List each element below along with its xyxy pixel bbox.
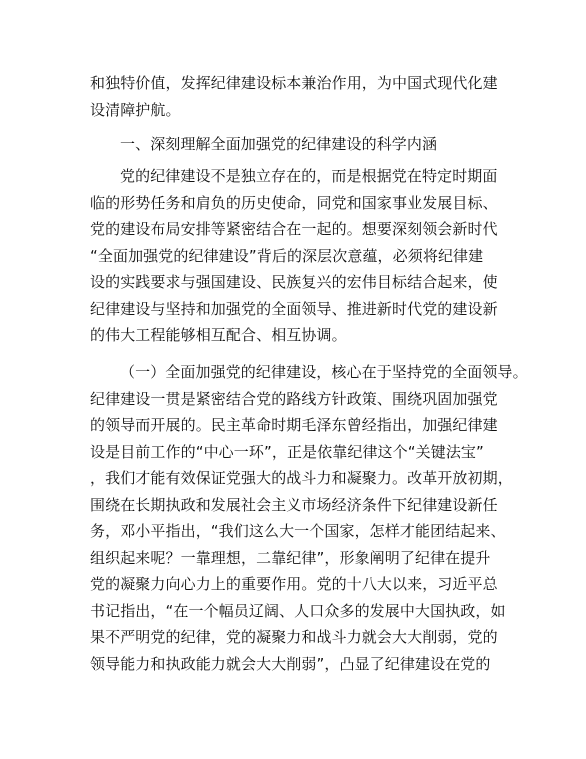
- text-line: 设清障护航。: [90, 100, 181, 119]
- paragraph-subsection-1: [90, 359, 528, 677]
- text-line: 组织起来呢？一靠理想，二靠纪律”，形象阐明了纪律在提升: [90, 548, 491, 567]
- text-line: 党的建设布局安排等紧密结合在一起的。想要深刻领会新时代: [90, 220, 498, 238]
- text-line: 围绕在长期执政和发展社会主义市场经济条件下纪律建设新任: [90, 495, 498, 514]
- text-line: 纪律建设一贯是紧密结合党的路线方针政策、围绕巩固加强党: [90, 389, 498, 408]
- text-line: 和独特价值，发挥纪律建设标本兼治作用，为中国式现代化建: [90, 74, 498, 92]
- text-line: 的伟大工程能够相互配合、相互协调。: [90, 326, 347, 344]
- text-line: 党的凝聚力向心力上的重要作用。党的十八大以来，习近平总: [90, 575, 498, 593]
- text-line: 务，邓小平指出，“我们这么大一个国家，怎样才能团结起来、: [90, 522, 506, 540]
- text-line: 纪律建设与坚持和加强党的全面领导、推进新时代党的建设新: [90, 299, 498, 318]
- text-line: 果不严明党的纪律，党的凝聚力和战斗力就会大大削弱，党的: [90, 628, 498, 646]
- text-line: 设的实践要求与强国建设、民族复兴的宏伟目标结合起来，使: [90, 273, 498, 291]
- paragraph-intro: [90, 163, 500, 349]
- text-line: 党的纪律建设不是独立存在的，而是根据党在特定时期面: [120, 167, 498, 185]
- paragraph-continuation: [90, 70, 500, 123]
- text-line: ，我们才能有效保证党强大的战斗力和凝聚力。改革开放初期，: [90, 469, 513, 487]
- text-line: 领导能力和执政能力就会大大削弱”，凸显了纪律建设在党的: [90, 654, 491, 673]
- section-heading: [90, 131, 500, 158]
- text-line: 的领导而开展的。民主革命时期毛泽东曾经指出，加强纪律建: [90, 416, 498, 434]
- text-line: “全面加强党的纪律建设”背后的深层次意蕴，必须将纪律建: [90, 246, 484, 265]
- text-line: 设是目前工作的“中心一环”，正是依靠纪律这个“关键法宝”: [90, 442, 484, 461]
- heading-text: 一、深刻理解全面加强党的纪律建设的科学内涵: [120, 135, 438, 153]
- text-line: （一）全面加强党的纪律建设，核心在于坚持党的全面领导。: [120, 363, 528, 381]
- text-line: 书记指出，“在一个幅员辽阔、人口众多的发展中大国执政，如: [90, 601, 506, 620]
- text-line: 临的形势任务和肩负的历史使命，同党和国家事业发展目标、: [90, 193, 498, 212]
